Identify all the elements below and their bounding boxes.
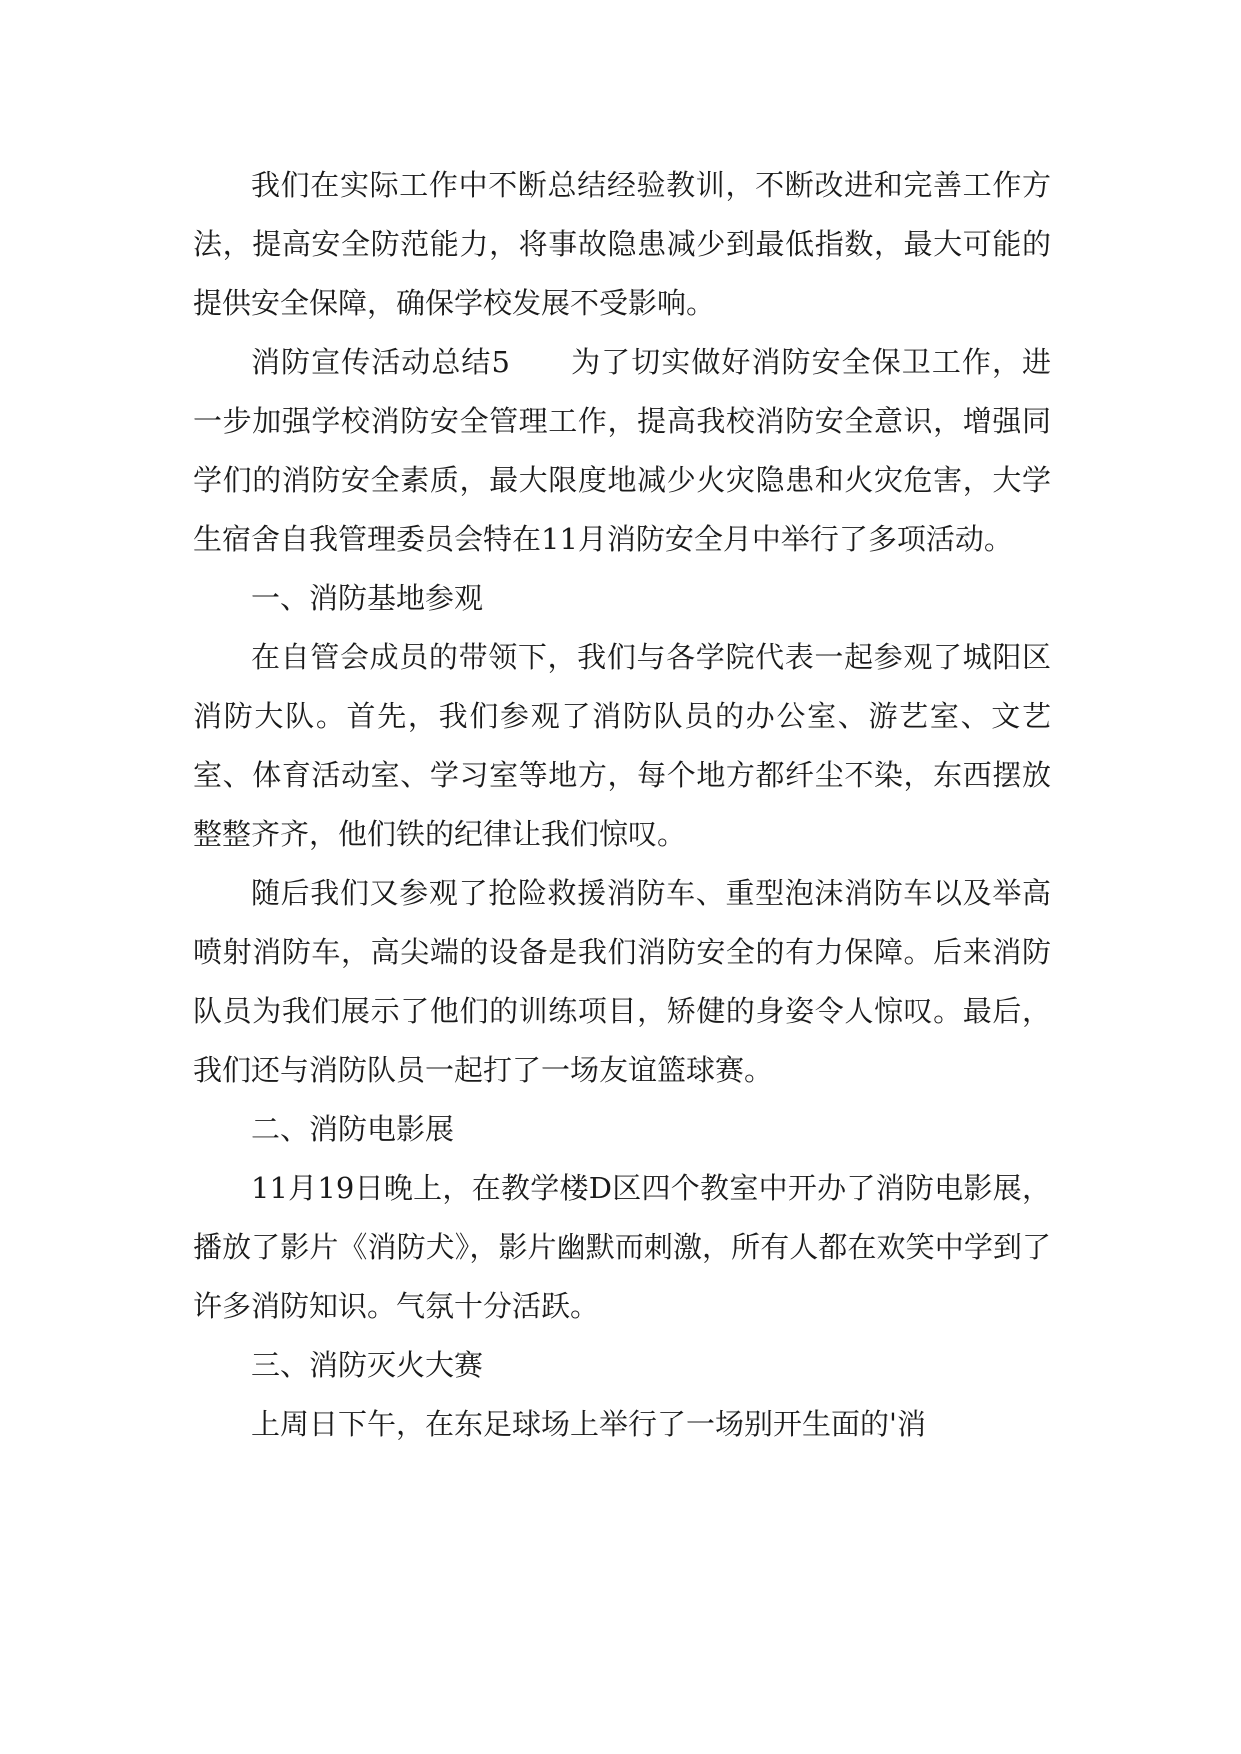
section-heading-film-show: 二、消防电影展: [251, 1112, 455, 1146]
document-body: [193, 156, 1051, 1454]
paragraph-fire-trucks: 随后我们又参观了抢险救援消防车、重型泡沫消防车以及举高喷射消防车，高尖端的设备是我们消防安全的有力保障。后来消防队员为我们展示了他们的训练项目，矫健的身姿令人惊叹。最后，我们还与消防队员一起打了一场友谊篮球赛。: [193, 876, 1051, 1087]
section-heading-firefighting-contest: 三、消防灭火大赛: [251, 1348, 484, 1382]
section-heading-base-visit: 一、消防基地参观: [251, 581, 484, 615]
paragraph-base-visit: 在自管会成员的带领下，我们与各学院代表一起参观了城阳区消防大队。首先，我们参观了消防队员的办公室、游艺室、文艺室、体育活动室、学习室等地方，每个地方都纤尘不染，东西摆放整整齐齐，他们铁的纪律让我们惊叹。: [193, 640, 1051, 851]
paragraph-firefighting-contest: 上周日下午，在东足球场上举行了一场别开生面的'消: [251, 1407, 926, 1441]
paragraph-summary-5-intro: 消防宣传活动总结5 为了切实做好消防安全保卫工作，进一步加强学校消防安全管理工作，提高我校消防安全意识，增强同学们的消防安全素质，最大限度地减少火灾隐患和火灾危害，大学生宿舍自我管理委员会特在11月消防安全月中举行了多项活动。: [193, 345, 1051, 556]
paragraph-closing-summary: 我们在实际工作中不断总结经验教训，不断改进和完善工作方法，提高安全防范能力，将事故隐患减少到最低指数，最大可能的提供安全保障，确保学校发展不受影响。: [193, 168, 1051, 320]
paragraph-film-show: 11月19日晚上，在教学楼D区四个教室中开办了消防电影展，播放了影片《消防犬》，影片幽默而刺激，所有人都在欢笑中学到了许多消防知识。气氛十分活跃。: [193, 1171, 1051, 1323]
